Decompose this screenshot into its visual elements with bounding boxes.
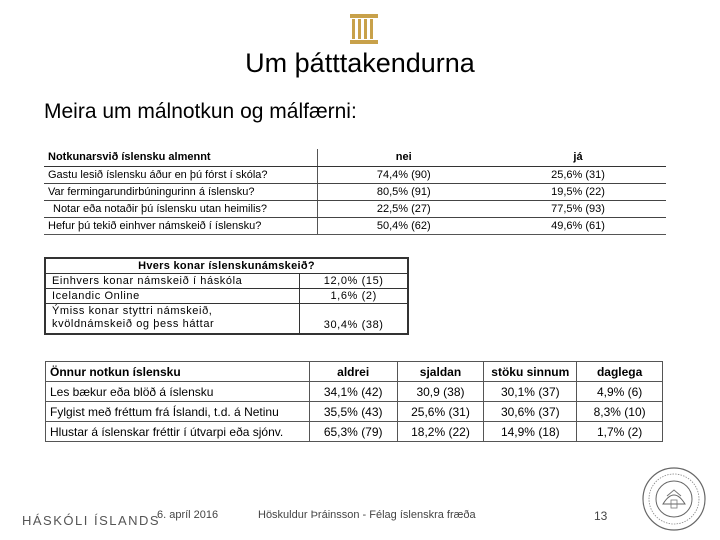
table-cell-line: kvöldnámskeið og þess háttar	[52, 318, 215, 331]
table-header-cell: já	[490, 149, 666, 166]
table-header-cell: nei	[317, 149, 490, 166]
table-cell: 8,3% (10)	[577, 402, 663, 422]
table-row	[46, 422, 663, 442]
table-cell: 74,4% (90)	[317, 166, 490, 183]
table-row	[44, 183, 666, 200]
table-cell: Gastu lesið íslensku áður en þú fórst í skóla?	[44, 166, 317, 183]
table-row	[46, 382, 663, 402]
table-header-cell: Önnur notkun íslensku	[46, 362, 310, 382]
table-cell: 30,1% (37)	[484, 382, 577, 402]
table-cell: 65,3% (79)	[309, 422, 397, 442]
table-cell: 19,5% (22)	[490, 183, 666, 200]
table-row	[45, 304, 408, 334]
table-cell: Les bækur eða blöð á íslensku	[46, 382, 310, 402]
table-header-cell: daglega	[577, 362, 663, 382]
table-header-cell: stöku sinnum	[484, 362, 577, 382]
table-cell: 22,5% (27)	[317, 200, 490, 217]
table-header-row	[46, 362, 663, 382]
table-cell: 4,9% (6)	[577, 382, 663, 402]
table-header-cell: Notkunarsvið íslensku almennt	[44, 149, 317, 166]
table-cell: Icelandic Online	[45, 289, 300, 304]
table-cell: Hefur þú tekið einhver námskeið í íslensku?	[44, 217, 317, 234]
university-building-icon	[350, 14, 378, 44]
table-cell: Fylgist með fréttum frá Íslandi, t.d. á Netinu	[46, 402, 310, 422]
university-seal-icon	[641, 466, 707, 532]
slide-subtitle: Meira um málnotkun og málfærni:	[44, 100, 357, 123]
table-cell: Notar eða notaðir þú íslensku utan heimilis?	[44, 200, 317, 217]
table-header-cell: aldrei	[309, 362, 397, 382]
table-header-row	[44, 149, 666, 166]
table-cell: Einhvers konar námskeið í háskóla	[45, 274, 300, 289]
table-cell: 30,9 (38)	[397, 382, 484, 402]
table-header-row	[45, 258, 408, 274]
general-usage-table	[44, 149, 666, 235]
table-row	[44, 200, 666, 217]
table-cell: 1,6% (2)	[300, 289, 408, 304]
table-cell: 80,5% (91)	[317, 183, 490, 200]
page-number: 13	[594, 509, 608, 523]
table-cell: 18,2% (22)	[397, 422, 484, 442]
table-cell: 25,6% (31)	[397, 402, 484, 422]
table-cell: 34,1% (42)	[309, 382, 397, 402]
table-cell: 30,6% (37)	[484, 402, 577, 422]
other-usage-table	[45, 361, 663, 442]
table-row	[44, 217, 666, 234]
table-cell: 77,5% (93)	[490, 200, 666, 217]
course-type-table	[44, 257, 409, 335]
table-cell-line: Ýmiss konar styttri námskeið,	[52, 305, 213, 318]
table-cell	[45, 304, 300, 334]
table-cell: 25,6% (31)	[490, 166, 666, 183]
table-cell: 12,0% (15)	[300, 274, 408, 289]
slide-title: Um þátttakendurna	[245, 48, 475, 78]
university-logo-text: HÁSKÓLI ÍSLANDS	[22, 513, 161, 528]
table-cell: 1,7% (2)	[577, 422, 663, 442]
table-cell: Hlustar á íslenskar fréttir í útvarpi eða sjónv.	[46, 422, 310, 442]
table-cell: 14,9% (18)	[484, 422, 577, 442]
table-row	[46, 402, 663, 422]
footer-date: 6. apríl 2016	[157, 509, 219, 521]
table-header-cell: Hvers konar íslenskunámskeið?	[45, 258, 408, 274]
table-row	[45, 289, 408, 304]
table-cell: 49,6% (61)	[490, 217, 666, 234]
table-header-cell: sjaldan	[397, 362, 484, 382]
footer-author: Höskuldur Þráinsson - Félag íslenskra fræða	[258, 509, 476, 521]
table-row	[45, 274, 408, 289]
table-cell: 50,4% (62)	[317, 217, 490, 234]
table-row	[44, 166, 666, 183]
table-cell: 30,4% (38)	[300, 304, 408, 334]
table-cell: 35,5% (43)	[309, 402, 397, 422]
table-cell: Var fermingarundirbúningurinn á íslensku?	[44, 183, 317, 200]
